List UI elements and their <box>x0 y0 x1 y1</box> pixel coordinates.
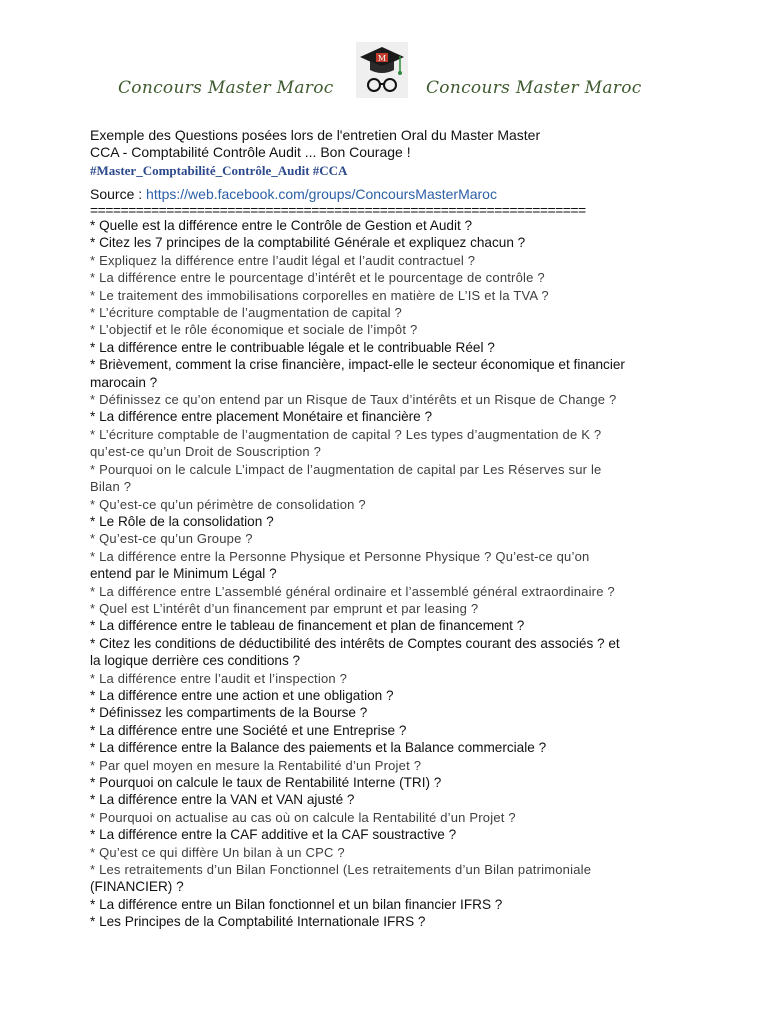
questions-list <box>90 217 690 931</box>
question-line: * L’objectif et le rôle économique et sociale de l’impôt ? <box>90 322 418 338</box>
question-line: Bilan ? <box>90 479 132 495</box>
question-line: marocain ? <box>90 374 158 390</box>
question-line: * La différence entre la VAN et VAN ajusté ? <box>90 792 355 808</box>
question-line: * La différence entre la Balance des paiements et la Balance commerciale ? <box>90 740 547 756</box>
question-line: * Citez les 7 principes de la comptabilité Générale et expliquez chacun ? <box>90 235 526 251</box>
brand-title-right: Concours Master Maroc <box>426 78 642 98</box>
question-line: * La différence entre le pourcentage d’intérêt et le pourcentage de contrôle ? <box>90 270 545 286</box>
question-line: * L’écriture comptable de l’augmentation de capital ? Les types d’augmentation de K ? <box>90 426 602 442</box>
question-line: * Qu’est-ce qu’un périmètre de consolidation ? <box>90 496 366 512</box>
question-line: * Pourquoi on actualise au cas où on calcule la Rentabilité d’un Projet ? <box>90 809 516 825</box>
question-line: * La différence entre le contribuable légale et le contribuable Réel ? <box>90 339 495 355</box>
question-line: * Le Rôle de la consolidation ? <box>90 513 274 529</box>
separator-line: ================================================================= <box>90 203 586 217</box>
document-body <box>90 127 690 931</box>
question-line: * La différence entre le tableau de financement et plan de financement ? <box>90 618 525 634</box>
question-line: entend par le Minimum Légal ? <box>90 566 277 582</box>
question-line: * La différence entre un Bilan fonctionnel et un bilan financier IFRS ? <box>90 896 503 912</box>
question-line: * Pourquoi on calcule le taux de Rentabilité Interne (TRI) ? <box>90 775 442 790</box>
question-line: * Pourquoi on le calcule L’impact de l’augmentation de capital par Les Réserves sur le <box>90 461 602 477</box>
question-line: * Citez les conditions de déductibilité des intérêts de Comptes courant des associés ? et <box>90 635 620 651</box>
question-line: * Qu’est ce qui diffère Un bilan à un CPC ? <box>90 844 345 860</box>
question-line: * Le traitement des immobilisations corporelles en matière de L’IS et la TVA ? <box>90 287 549 303</box>
question-line: * La différence entre la Personne Physique et Personne Physique ? Qu’est-ce qu’on <box>90 548 590 564</box>
question-line: (FINANCIER) ? <box>90 879 184 895</box>
question-line: * La différence entre l’audit et l’inspection ? <box>90 670 348 686</box>
question-line: * La différence entre L’assemblé général ordinaire et l’assemblé général extraordinaire ? <box>90 583 615 599</box>
question-line: qu’est-ce qu’un Droit de Souscription ? <box>90 444 322 460</box>
source-line <box>90 186 690 203</box>
question-line: * La différence entre une action et une obligation ? <box>90 687 394 703</box>
question-line: * Qu’est-ce qu’un Groupe ? <box>90 531 253 547</box>
question-line: * La différence entre placement Monétaire et financière ? <box>90 409 433 425</box>
graduation-cap-glasses-icon <box>356 42 408 98</box>
intro-line-1: Exemple des Questions posées lors de l'entretien Oral du Master Master <box>90 127 541 143</box>
question-line: * Quel est L’intérêt d’un financement par emprunt et par leasing ? <box>90 600 479 616</box>
question-line: * Définissez ce qu’on entend par un Risque de Taux d’intérêts et un Risque de Change ? <box>90 392 617 408</box>
question-line: * Définissez les compartiments de la Bourse ? <box>90 705 368 721</box>
hashtags: #Master_Comptabilité_Contrôle_Audit #CCA <box>90 163 348 178</box>
svg-text:M: M <box>377 54 387 63</box>
question-line: * Expliquez la différence entre l’audit légal et l’audit contractuel ? <box>90 252 476 268</box>
question-line: * Les Principes de la Comptabilité Internationale IFRS ? <box>90 914 426 930</box>
intro-line-2: CCA - Comptabilité Contrôle Audit ... Bon Courage ! <box>90 144 411 160</box>
question-line: * La différence entre la CAF additive et la CAF soustractive ? <box>90 827 457 843</box>
source-label: Source : <box>90 186 147 202</box>
question-line: * Brièvement, comment la crise financière, impact-elle le secteur économique et financier <box>90 357 625 373</box>
question-line: la logique derrière ces conditions ? <box>90 653 301 669</box>
question-line: * Par quel moyen en mesure la Rentabilité d’un Projet ? <box>90 757 422 773</box>
page-header <box>0 40 768 110</box>
question-line: * Les retraitements d’un Bilan Fonctionnel (Les retraitements d’un Bilan patrimoniale <box>90 862 592 878</box>
question-line: * La différence entre une Société et une Entreprise ? <box>90 722 407 738</box>
source-link[interactable]: https://web.facebook.com/groups/ConcoursMasterMaroc <box>146 186 497 202</box>
question-line: * Quelle est la différence entre le Contrôle de Gestion et Audit ? <box>90 218 473 233</box>
brand-title-left: Concours Master Maroc <box>118 78 334 98</box>
question-line: * L’écriture comptable de l’augmentation de capital ? <box>90 305 402 321</box>
